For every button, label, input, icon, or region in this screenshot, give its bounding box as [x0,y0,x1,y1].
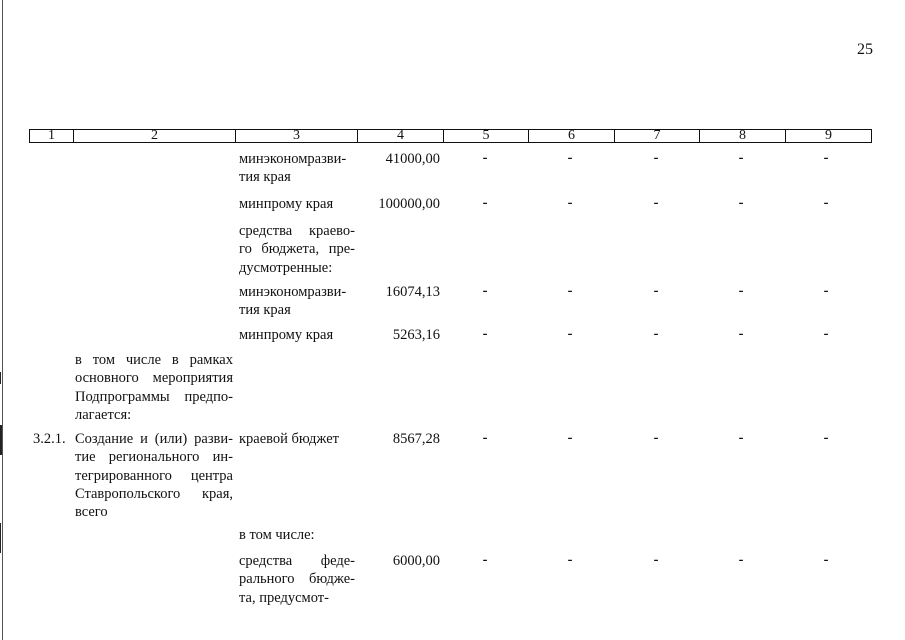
funding-source [239,195,355,213]
empty-value-dash: - [653,326,659,342]
empty-value-dash: - [482,326,488,342]
empty-value-dash: - [482,430,488,446]
empty-value-dash: - [823,430,829,446]
empty-value-dash: - [653,430,659,446]
measure-description-line: тегрированного центра [75,467,233,484]
funding-source-line: рального бюдже- [239,571,355,588]
empty-value-dash: - [567,430,573,446]
measure-description-line: Ставропольского края, [75,485,233,502]
measure-description-line: основного мероприятия [75,370,233,387]
funding-source-line: минэкономразви- [239,284,347,300]
column-header-row [29,129,872,143]
scan-margin-line [2,0,3,640]
funding-source-line: минпрому края [239,196,334,212]
column-header-5: 5 [444,130,529,143]
empty-value-dash: - [823,195,829,211]
row-number: 3.2.1. [33,431,66,447]
scan-mark [0,372,1,384]
measure-description-line: в том числе в рамках [75,352,233,368]
empty-value-dash: - [482,150,488,166]
funding-source [239,526,355,544]
empty-value-dash: - [823,326,829,342]
empty-value-dash: - [823,283,829,299]
empty-value-dash: - [738,150,744,166]
funding-source [239,552,355,607]
page-number: 25 [857,41,873,58]
funding-source [239,222,355,277]
funding-source [239,430,355,448]
measure-description-line: Подпрограммы предпо- [75,388,233,405]
measure-description [75,351,233,424]
funding-source-line: та, предусмот- [239,589,329,606]
empty-value-dash: - [738,326,744,342]
scan-mark [0,523,1,553]
column-header-7: 7 [615,130,700,143]
empty-value-dash: - [823,552,829,568]
column-header-6: 6 [529,130,615,143]
measure-description-line: Создание и (или) разви- [75,431,233,447]
amount-value: 6000,00 [392,553,440,569]
empty-value-dash: - [738,430,744,446]
funding-source-line: минэкономразви- [239,151,347,167]
column-header-2: 2 [74,130,236,143]
column-header-3: 3 [236,130,358,143]
column-header-1: 1 [30,130,74,143]
measure-description [75,430,233,521]
amount-value: 8567,28 [392,431,440,447]
empty-value-dash: - [567,150,573,166]
empty-value-dash: - [738,283,744,299]
empty-value-dash: - [567,326,573,342]
empty-value-dash: - [738,552,744,568]
empty-value-dash: - [823,150,829,166]
empty-value-dash: - [738,195,744,211]
measure-description-line: всего [75,504,108,521]
measure-description-line: тие регионального ин- [75,449,233,466]
empty-value-dash: - [482,283,488,299]
scan-mark [0,425,2,455]
empty-value-dash: - [653,283,659,299]
funding-source-line: го бюджета, пре- [239,241,355,258]
amount-value: 41000,00 [385,151,440,167]
column-header-8: 8 [700,130,786,143]
empty-value-dash: - [482,552,488,568]
empty-value-dash: - [567,552,573,568]
measure-description-line: лагается: [75,406,132,423]
empty-value-dash: - [567,195,573,211]
funding-source [239,326,355,344]
funding-source-line: тия края [239,302,291,319]
funding-source [239,150,355,187]
amount-value: 16074,13 [385,284,440,300]
empty-value-dash: - [653,195,659,211]
funding-source-line: средства краево- [239,223,355,239]
amount-value: 5263,16 [392,327,440,343]
empty-value-dash: - [567,283,573,299]
column-header-4: 4 [358,130,444,143]
funding-source-line: минпрому края [239,327,334,343]
funding-source-line: краевой бюджет [239,431,339,447]
funding-source-line: дусмотренные: [239,259,333,276]
funding-source-line: тия края [239,169,291,186]
empty-value-dash: - [653,552,659,568]
empty-value-dash: - [482,195,488,211]
amount-value: 100000,00 [378,196,440,212]
empty-value-dash: - [653,150,659,166]
column-header-9: 9 [786,130,872,143]
funding-source [239,283,355,320]
funding-source-line: в том числе: [239,527,315,543]
funding-source-line: средства феде- [239,553,355,569]
